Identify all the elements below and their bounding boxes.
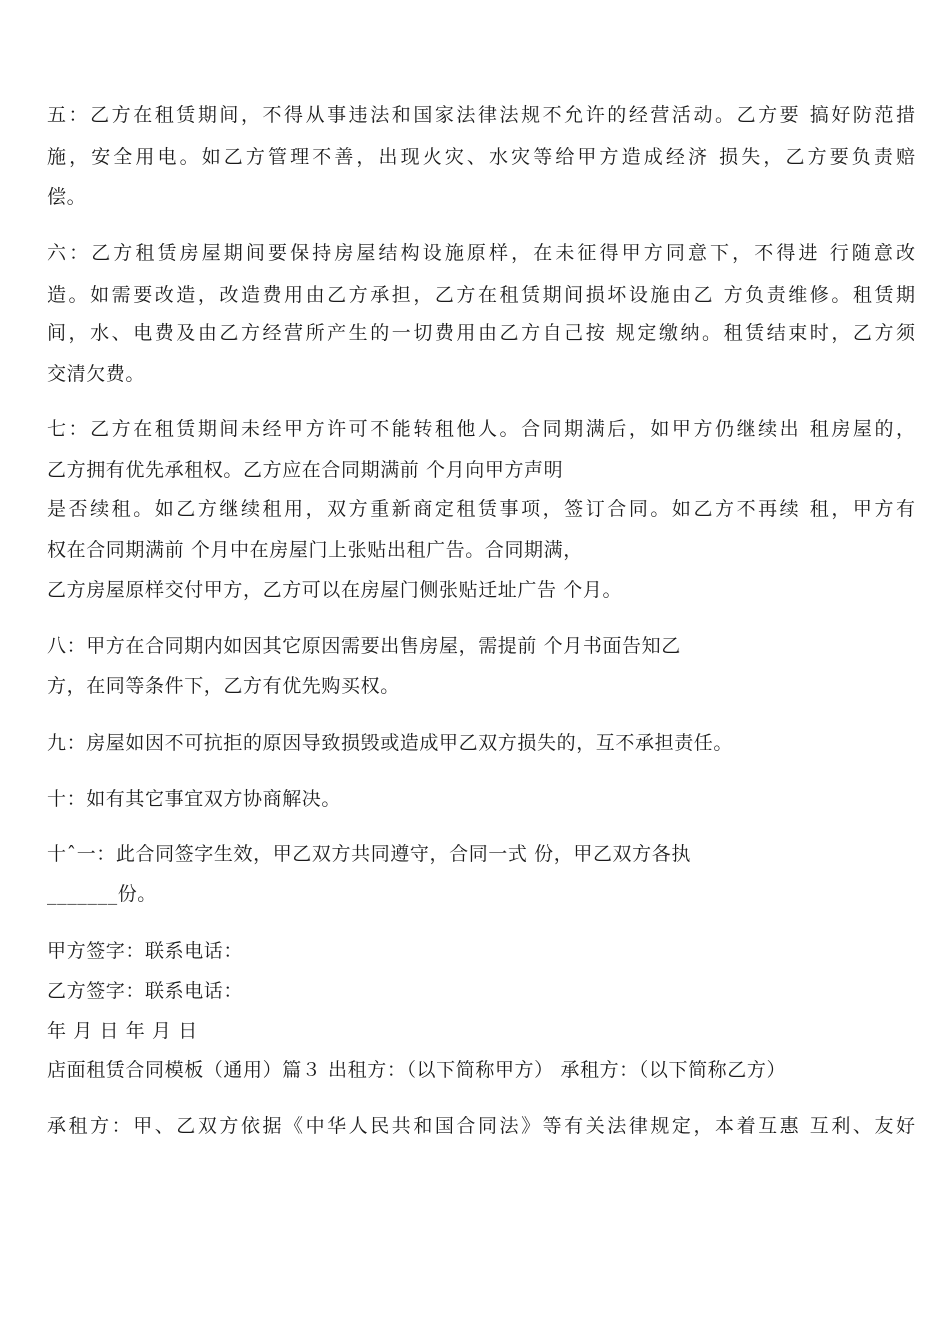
clause-9-line: 九：房屋如因不可抗拒的原因导致损毁或造成甲乙双方损失的，互不承担责任。	[47, 732, 734, 754]
section-heading-line: 店面租赁合同模板（通用）篇３ 出租方：（以下简称甲方） 承租方：（以下简称乙方）	[47, 1059, 787, 1081]
clause-6-line-2: 造。如需要改造，改造费用由乙方承担，乙方在租赁期间损坏设施由乙 方负责维修。租赁期	[47, 284, 915, 306]
clause-5-line-3: 偿。	[47, 186, 87, 208]
clause-11-line-2: _______份。	[47, 883, 157, 905]
clause-5-line-2: 施，安全用电。如乙方管理不善，出现火灾、水灾等给甲方造成经济 损失，乙方要负责赔	[47, 146, 915, 168]
clause-6-line-3: 间，水、电费及由乙方经营所产生的一切费用由乙方自己按 规定缴纳。租赁结束时，乙方须	[47, 322, 915, 344]
clause-6-line-4: 交清欠费。	[47, 363, 146, 385]
clause-5-line-1: 五：乙方在租赁期间，不得从事违法和国家法律法规不允许的经营活动。乙方要 搞好防范措	[47, 104, 915, 126]
clause-7-line-3: 是否续租。如乙方继续租用，双方重新商定租赁事项，签订合同。如乙方不再续 租，甲方有	[47, 498, 915, 520]
clause-7-line-1: 七：乙方在租赁期间未经甲方许可不能转租他人。合同期满后，如甲方仍继续出 租房屋的，	[47, 418, 915, 440]
clause-10-line: 十：如有其它事宜双方协商解决。	[47, 788, 342, 810]
clause-7-line-2: 乙方拥有优先承租权。乙方应在合同期满前 个月向甲方声明	[47, 459, 564, 481]
clause-11-line-1: 十ˆ一：此合同签字生效，甲乙双方共同遵守，合同一式 份，甲乙双方各执	[47, 843, 691, 865]
clause-7-line-5: 乙方房屋原样交付甲方，乙方可以在房屋门侧张贴迁址广告 个月。	[47, 579, 623, 601]
clause-8-line-1: 八：甲方在合同期内如因其它原因需要出售房屋，需提前 个月书面告知乙	[47, 635, 681, 657]
clause-6-line-1: 六：乙方租赁房屋期间要保持房屋结构设施原样，在未征得甲方同意下，不得进 行随意改	[47, 242, 915, 264]
party-b-signature-line: 乙方签字：联系电话：	[47, 980, 244, 1002]
clause-7-line-4: 权在合同期满前 个月中在房屋门上张贴出租广告。合同期满，	[47, 539, 583, 561]
intro-line: 承租方：甲、乙双方依据《中华人民共和国合同法》等有关法律规定，本着互惠 互利、友好	[47, 1115, 915, 1137]
party-a-signature-line: 甲方签字：联系电话：	[47, 940, 244, 962]
clause-8-line-2: 方，在同等条件下，乙方有优先购买权。	[47, 675, 400, 697]
date-line: 年 月 日 年 月 日	[47, 1020, 198, 1042]
